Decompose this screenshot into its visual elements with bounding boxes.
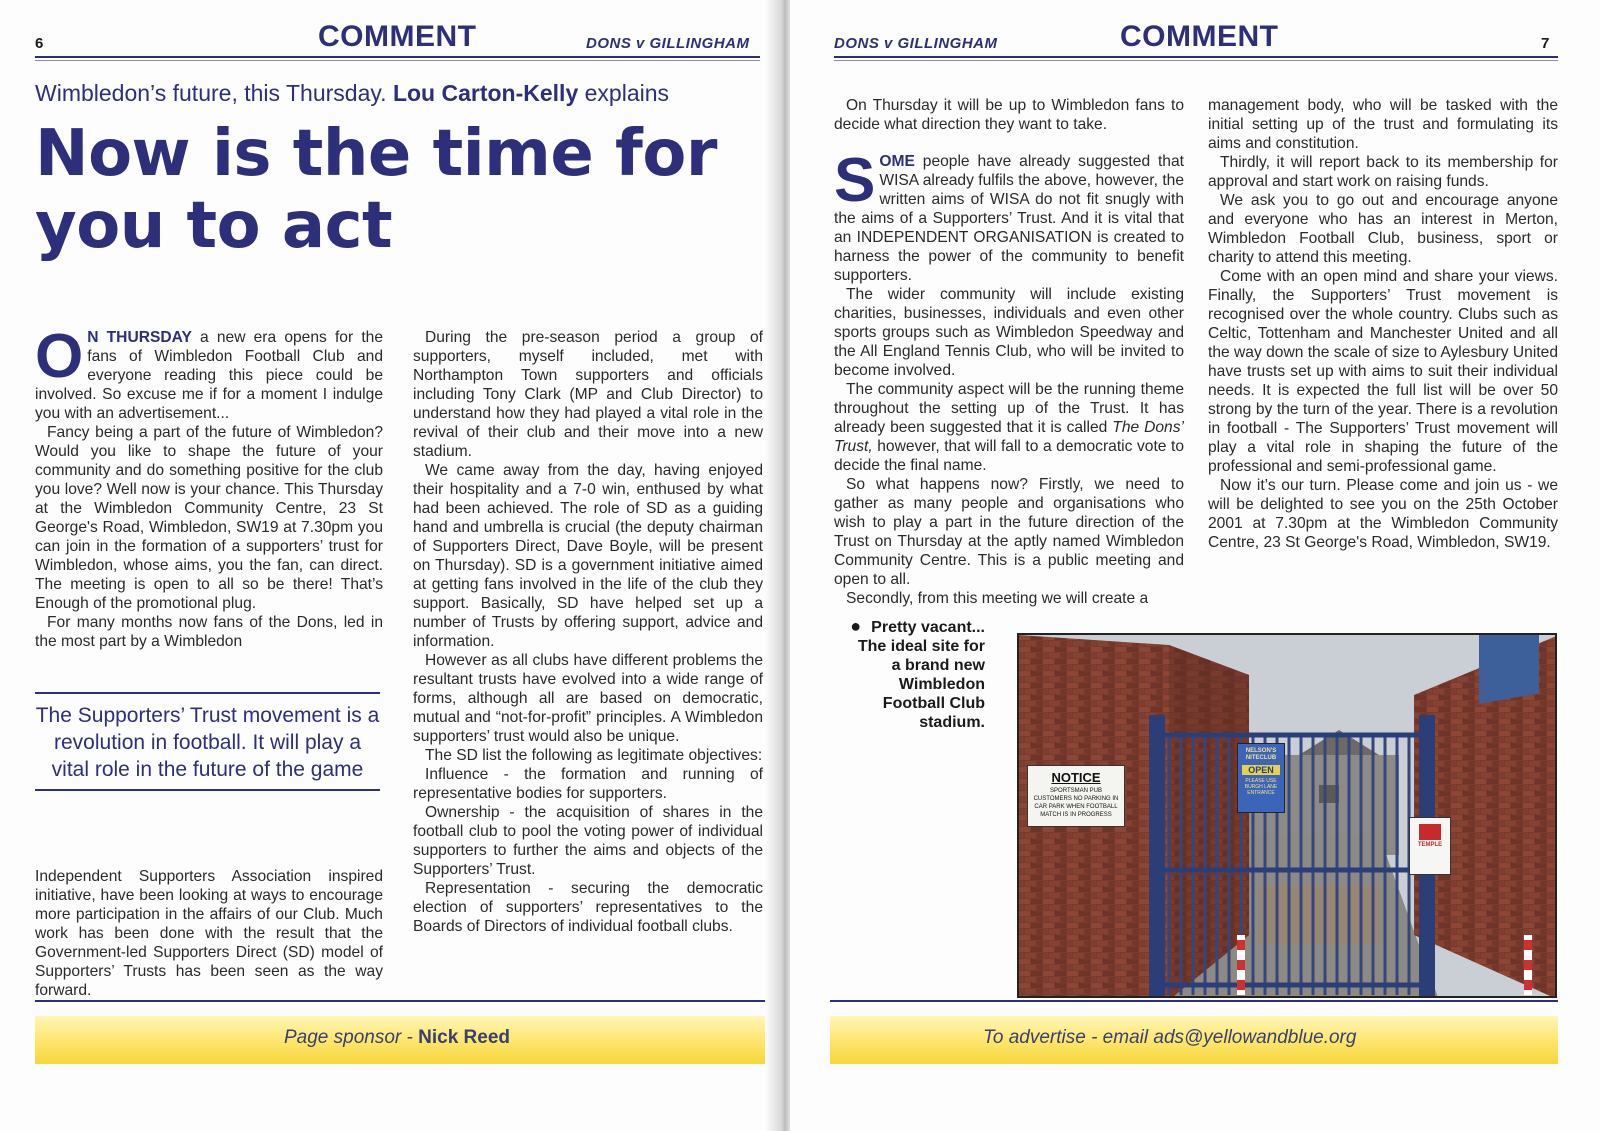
sponsor-text	[284, 1027, 510, 1049]
standfirst	[35, 80, 755, 107]
paragraph: Thirdly, it will report back to its membership for approval and start work on raising funds.	[1208, 154, 1558, 190]
paragraph: management body, who will be tasked with the initial setting up of the trust and formulating its aims and constitution.	[1208, 97, 1558, 152]
paragraph	[834, 380, 1184, 475]
trust-name: The Dons’ Trust,	[834, 419, 1184, 455]
photo-caption	[850, 617, 985, 732]
article-column-1	[35, 322, 384, 651]
paragraph: For many months now fans of the Dons, led in the most part by a Wimbledon	[35, 614, 383, 650]
page-number-left: 6	[35, 35, 44, 52]
article-column-4	[1208, 96, 1558, 552]
paragraph: We ask you to go out and encourage anyone and everyone who has an interest in Merton, Wimbledon Football Club, business, sport or charity to attend this meeting.	[1208, 192, 1558, 266]
paragraph: Representation - securing the democratic election of supporters’ representatives to the Boards of Directors of individual football clubs.	[413, 880, 763, 935]
notice-sign	[1027, 765, 1125, 827]
paragraph: The wider community will include existing charities, businesses, individuals and even other sports groups such as Wimbledon Speedway and the All England Tennis Club, who will be invited to become involved.	[834, 286, 1184, 379]
paragraph: On Thursday it will be up to Wimbledon fans to decide what direction they want to take.	[834, 97, 1184, 133]
headline: Now is the time for you to act	[35, 117, 717, 263]
paragraph: We came away from the day, having enjoyed their hospitality and a 7-0 win, enthused by what had been achieved. The role of SD as a guiding hand and umbrella is crucial (the deputy chairman of Supporters Direct, Dave Boyle, will be present on Thursday). SD is a government initiative aimed at getting fans involved in the life of the club they support. Basically, SD have helped set up a number of Trusts by offering support, advice and information.	[413, 462, 763, 650]
sponsor-name: Nick Reed	[418, 1027, 511, 1048]
section-title-right: COMMENT	[1120, 20, 1279, 53]
header-rule-thin-left	[35, 60, 760, 61]
article-column-2	[413, 328, 763, 936]
paragraph: Come with an open mind and share your views. Finally, the Supporters’ Trust movement is recognised over the whole country. Clubs such as Celtic, Tottenham and Manchester United and all the way down the scale of size to Aylesbury United have trusts set up with aims to suit their individual needs. It is expected the full list will be over 50 strong by the turn of the year. There is a revolution in football - The Supporters’ Trust movement will play a vital role in shaping the future of the professional and semi-professional game.	[1208, 268, 1558, 475]
paragraph: The SD list the following as legitimate objectives:	[425, 747, 763, 764]
paragraph: However as all clubs have different problems the resultant trusts have evolved into a wide range of forms, although all are based on democratic, mutual and “not-for-profit” principles. A Wimbledon supporters’ trust would also be unique.	[413, 652, 763, 745]
author-name: Lou Carton-Kelly	[392, 80, 579, 106]
paragraph: Now it’s our turn. Please come and join us - we will be delighted to see you on the 25th October 2001 at 7.30pm at the Wimbledon Community Centre, 23 St George's Road, Wimbledon, SW19.	[1208, 477, 1558, 551]
page-number-right: 7	[1541, 35, 1550, 52]
left-page	[0, 0, 775, 1131]
header-rule-thin-right	[834, 60, 1558, 61]
paragraph: Influence - the formation and running of representative bodies for supporters.	[413, 766, 763, 802]
article-column-3	[834, 96, 1184, 608]
drop-cap: O	[35, 322, 84, 391]
header-rule-right	[834, 56, 1558, 58]
paragraph: Secondly, from this meeting we will create a	[846, 590, 1149, 607]
drop-cap: S	[834, 146, 876, 215]
footer-rule-right	[830, 1000, 1558, 1002]
paragraph: Ownership - the acquisition of shares in the football club to pool the voting power of individual supporters to further the aims and objects of the Supporters’ Trust.	[413, 804, 763, 878]
standfirst-intro: Wimbledon’s future, this Thursday.	[35, 80, 387, 106]
paragraph-text: however, that will fall to a democratic vote to decide the final name.	[834, 438, 1184, 474]
pull-quote: The Supporters’ Trust movement is a revolution in football. It will play a vital role in the future of the game	[35, 692, 380, 791]
article-column-1-continued	[35, 867, 383, 1000]
niteclub-sign	[1237, 743, 1285, 813]
paragraph-text: The community aspect will be the running theme throughout the setting up of the Trust. It has already been suggested that it is called	[834, 381, 1184, 436]
sponsor-label: Page sponsor -	[284, 1027, 413, 1048]
paragraph-text: people have already suggested that WISA already fulfils the above, however, the written aims of WISA do not fit snugly with the aims of a Supporters’ Trust. And it is vital that an INDEPENDENT ORGANISATION is created to harness the power of the community to benefit supporters.	[834, 153, 1184, 284]
paragraph: Independent Supporters Association inspired initiative, have been looking at ways to encourage more participation in the affairs of our Club. Much work has been done with the result that the Government-led Supporters Direct (SD) model of Supporters’ Trusts has been seen as the way forward.	[35, 868, 383, 999]
paragraph-text: a new era opens for the fans of Wimbledon Football Club and everyone reading this piece could be involved. So excuse me if for a moment I indulge you with an advertisement...	[35, 329, 384, 422]
temple-label: TEMPLE	[1417, 842, 1443, 848]
paragraph: During the pre-season period a group of supporters, myself included, met with Northampton Town supporters and officials including Tony Clark (MP and Club Director) to understand how they had played a vital role in the revival of their club and their move into a new stadium.	[413, 329, 763, 460]
lead-caps: OME	[879, 153, 915, 170]
section-title-left: COMMENT	[318, 20, 477, 53]
temple-sign	[1409, 817, 1451, 875]
footer-rule-left	[35, 1000, 765, 1002]
advertise-label: To advertise - email	[983, 1027, 1149, 1048]
paragraph	[35, 322, 384, 423]
niteclub-open: OPEN	[1242, 765, 1280, 775]
match-label-right: DONS v GILLINGHAM	[834, 35, 998, 52]
standfirst-verb: explains	[584, 80, 670, 106]
bullet-icon: ●	[850, 616, 862, 636]
paragraph: Fancy being a part of the future of Wimbledon? Would you like to shape the future of your community and do something positive for the club you love? Well now is your chance. This Thursday at the Wimbledon Community Centre, 23 St George's Road, Wimbledon, SW19 at 7.30pm you can join in the formation of a supporters’ trust for Wimbledon, whose aims, you the fan, can direct. The meeting is open to all so be there! That’s Enough of the promotional plug.	[35, 424, 383, 612]
paragraph: So what happens now? Firstly, we need to gather as many people and organisations who wish to play a part in the future direction of the Trust on Thursday at the aptly named Wimbledon Community Centre. This is a public meeting and open to all.	[834, 476, 1184, 588]
paragraph	[834, 146, 1184, 285]
notice-body: SPORTSMAN PUB CUSTOMERS NO PARKING IN CAR PARK WHEN FOOTBALL MATCH IS IN PROGRESS	[1033, 788, 1119, 818]
advertise-text	[983, 1027, 1356, 1049]
notice-title: NOTICE	[1051, 770, 1101, 785]
temple-icon	[1419, 824, 1441, 840]
match-label-left: DONS v GILLINGHAM	[586, 35, 750, 52]
niteclub-body: PLEASE USE BURGH LANE ENTRANCE	[1244, 778, 1278, 796]
caption-text: Pretty vacant... The ideal site for a brand new Wimbledon Football Club stadium.	[857, 619, 985, 731]
lead-caps: N THURSDAY	[87, 329, 192, 346]
header-rule-left	[35, 56, 760, 58]
stadium-site-photo	[1017, 633, 1557, 998]
niteclub-name: NELSON'S NITECLUB	[1245, 748, 1277, 761]
advertise-email-link[interactable]: ads@yellowandblue.org	[1153, 1027, 1357, 1048]
